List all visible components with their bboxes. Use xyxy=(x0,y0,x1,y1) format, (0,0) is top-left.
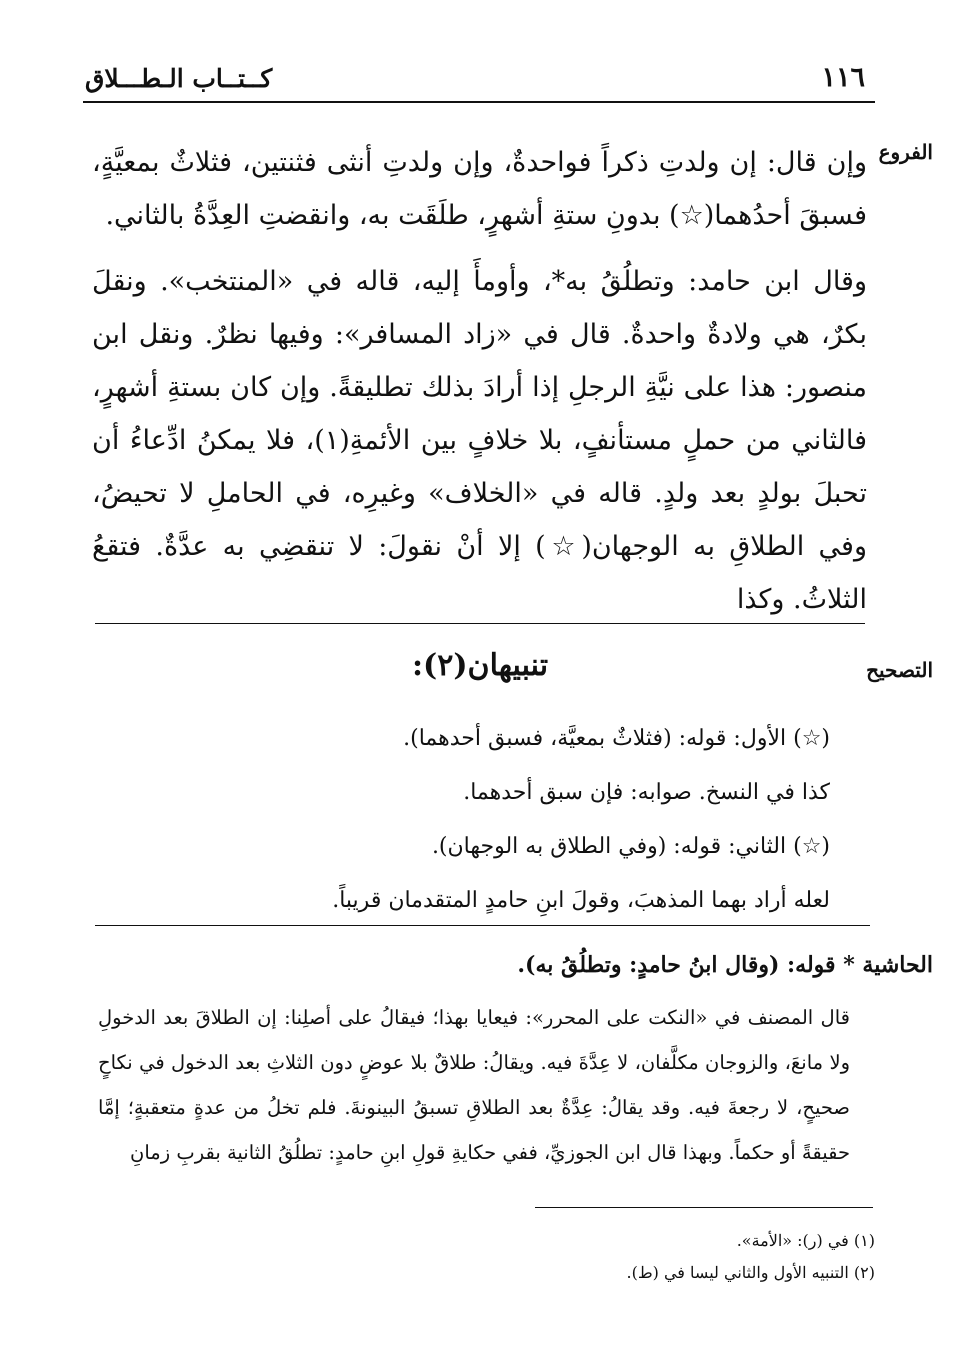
hashiya-body xyxy=(98,995,850,1175)
footnote-rule xyxy=(535,1207,873,1208)
tashih-block xyxy=(180,712,830,928)
tashih-line-4: لعله أراد بهما المذهبَ، وقولَ ابنِ حامدٍ المتقدمان قريباً. xyxy=(332,888,830,913)
main-paragraph-2: وقال ابن حامد: وتطلُقُ به*، وأومأَ إليه، قاله في «المنتخب». ونقلَ بكرٌ، هي ولادةٌ واحدةٌ. قال في «زاد المسافر»: وفيها نظرٌ. ونقل ابن منصور: هذا على نيَّةِ الرجلِ إذا أرادَ بذلك تطليقةً. وإن كان بستةِ أشهرٍ، فالثاني من حملٍ مستأنفٍ، بلا خلافٍ بين الأئمةِ(١)، فلا يمكنُ ادِّعاءُ أن تحبلَ بولدٍ بعد ولدٍ. قاله في «الخلاف» وغيرِه، في الحاملِ لا تحيضُ، وفي الطلاقِ به الوجهان(☆) إلا أنْ نقولَ: لا تنقضِي به عدَّةٌ. فتقعُ الثلاثُ. وكذا xyxy=(92,266,868,615)
tashih-line-1: (☆) الأول: قوله: (فثلاثٌ بمعيَّة، فسبق أحدهما). xyxy=(403,726,830,751)
hashiya-heading-row xyxy=(93,952,933,978)
hashiya-heading: * قوله: (وقال ابنُ حامدٍ: وتطلُقُ به). xyxy=(517,952,855,978)
main-paragraph-1: وإن قال: إن ولدتِ ذكراً فواحدةٌ، وإن ولدتِ أنثى فثنتين، فثلاثٌ بمعيَّةٍ، فسبقَ أحدُهما(☆) بدونِ ستةِ أشهرٍ، طلَقَت به، وانقضتِ العِدَّةُ بالثاني. xyxy=(92,147,867,231)
footnote-1: (١) في (ر): «الأمة». xyxy=(736,1231,875,1250)
header-rule xyxy=(83,101,875,103)
tanbih-title: تنبيهان(٢): xyxy=(411,648,549,683)
main-text-block xyxy=(92,136,867,626)
tashih-line-3: (☆) الثاني: قوله: (وفي الطلاق به الوجهان). xyxy=(431,834,830,859)
footnote-2: (٢) التنبيه الأول والثاني ليسا في (ط). xyxy=(626,1263,875,1282)
section-divider-1 xyxy=(95,623,865,624)
section-label-hashiya: الحاشية xyxy=(862,952,933,978)
hashiya-paragraph: قال المصنف في «النكت على المحرر»: فيعايا بهذا؛ فيقالُ على أصلِنا: إن الطلاقَ بعد الدخولِ ولا مانعَ، والزوجان مكلَّفان، لا عِدَّةَ فيه. ويقالُ: طلاقٌ بلا عوضٍ دون الثلاثِ بعد الدخول في نكاحٍ صحيحٍ، لا رجعةَ فيه. وقد يقالُ: عِدَّةٌ بعد الطلاقِ تسبقُ البينونةَ. فلم تخلُ من عدةٍ متعقبةٍ؛ إمَّا حقيقةً أو حكماً. وبهذا قال ابن الجوزيِّ، ففي حكايةِ قولِ ابنِ حامدٍ: تطلُقُ الثانية بقربِ زمانِ xyxy=(98,1006,850,1164)
section-label-tashih: التصحيح xyxy=(866,658,933,682)
footnotes xyxy=(560,1225,875,1289)
running-head-title: كــتــاب الـطـــلاق xyxy=(85,64,273,93)
section-label-furu: الفروع xyxy=(878,140,933,164)
page-number: ١١٦ xyxy=(821,62,865,93)
tashih-line-2: كذا في النسخ. صوابه: فإن سبق أحدهما. xyxy=(463,780,830,805)
section-divider-2 xyxy=(95,925,870,926)
